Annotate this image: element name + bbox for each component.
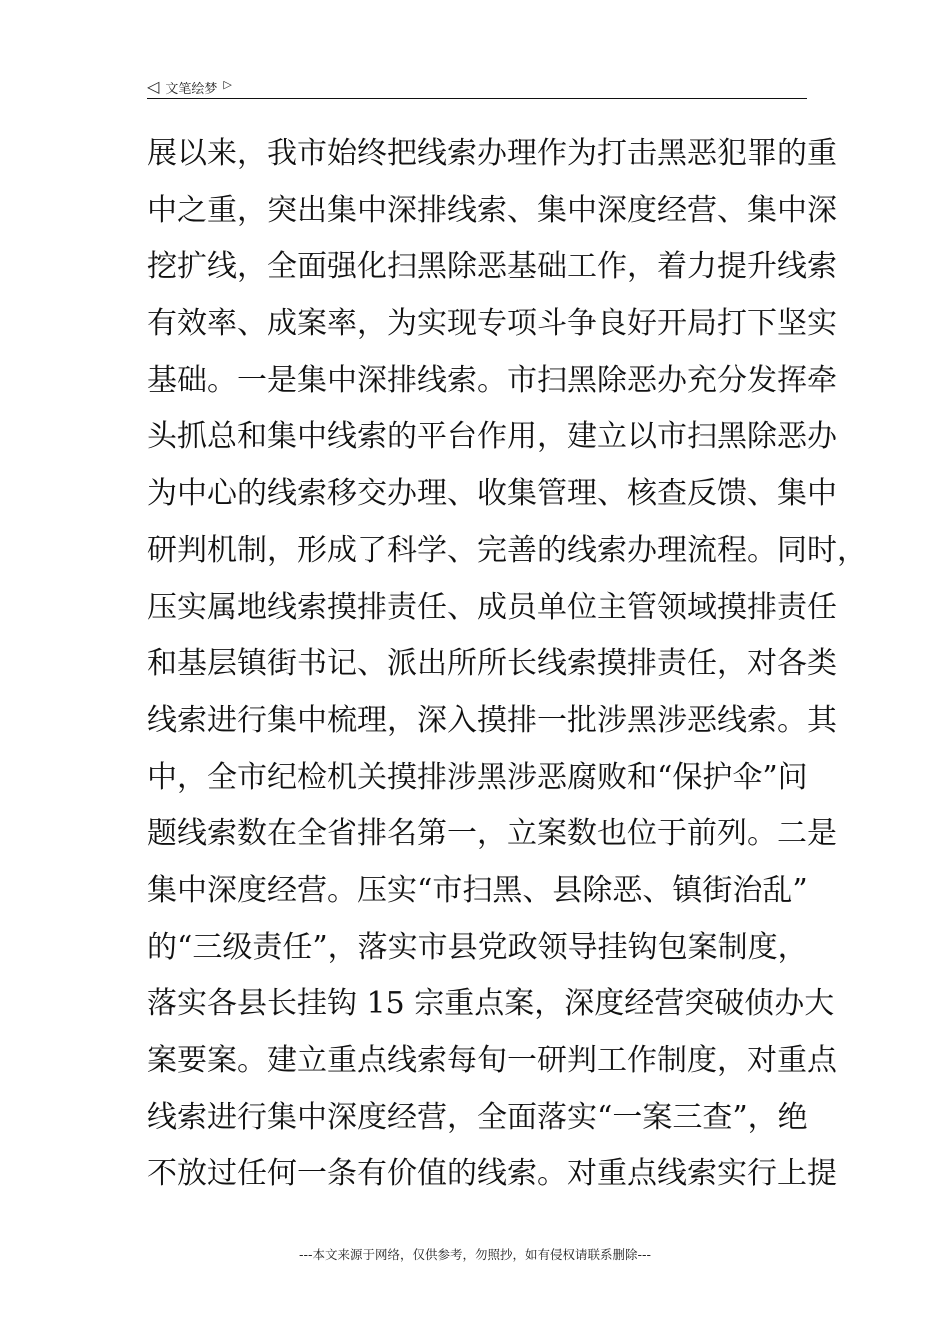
text-line: 线索进行集中梳理，深入摸排一批涉黑涉恶线索。其 bbox=[147, 702, 837, 738]
text-line: 和基层镇街书记、派出所所长线索摸排责任，对各类 bbox=[147, 646, 837, 682]
text-line: 中之重，突出集中深排线索、集中深度经营、集中深 bbox=[147, 192, 837, 228]
text-line: 为中心的线索移交办理、收集管理、核查反馈、集中 bbox=[147, 476, 837, 512]
header-divider bbox=[147, 98, 807, 99]
text-line: 挖扩线，全面强化扫黑除恶基础工作，着力提升线索 bbox=[147, 249, 837, 285]
text-line: 案要案。建立重点线索每旬一研判工作制度，对重点 bbox=[147, 1043, 837, 1078]
page-header bbox=[147, 76, 807, 98]
text-line: 线索进行集中深度经营，全面落实“一案三查”，绝 bbox=[147, 1099, 808, 1135]
header-title: 文笔绘梦 bbox=[165, 81, 218, 97]
text-line: 集中深度经营。压实“市扫黑、县除恶、镇街治乱” bbox=[147, 872, 808, 908]
text-line: 头抓总和集中线索的平台作用，建立以市扫黑除恶办 bbox=[147, 419, 837, 455]
text-line: 中，全市纪检机关摸排涉黑涉恶腐败和“保护伞”问 bbox=[147, 759, 808, 795]
text-line: 压实属地线索摸排责任、成员单位主管领域摸排责任 bbox=[147, 589, 837, 625]
body-paragraph bbox=[147, 126, 867, 1203]
text-line: 基础。一是集中深排线索。市扫黑除恶办充分发挥牵 bbox=[147, 362, 837, 398]
page-footer: ---本文来源于网络，仅供参考，勿照抄，如有侵权请联系删除--- bbox=[298, 1247, 652, 1262]
text-line: 不放过任何一条有价值的线索。对重点线索实行上提 bbox=[147, 1156, 837, 1192]
text-line: 有效率、成案率，为实现专项斗争良好开局打下坚实 bbox=[147, 306, 837, 342]
triangle-right-icon: ▷ bbox=[223, 77, 232, 91]
text-line: 落实各县长挂钩 15 宗重点案，深度经营突破侦办大 bbox=[147, 986, 835, 1022]
text-line: 展以来，我市始终把线索办理作为打击黑恶犯罪的重 bbox=[147, 136, 837, 171]
text-line: 的“三级责任”，落实市县党政领导挂钩包案制度， bbox=[147, 929, 808, 965]
triangle-left-icon: ◁ bbox=[147, 77, 160, 96]
text-line: 研判机制，形成了科学、完善的线索办理流程。同时， bbox=[147, 532, 867, 568]
text-line: 题线索数在全省排名第一，立案数也位于前列。二是 bbox=[147, 816, 837, 852]
